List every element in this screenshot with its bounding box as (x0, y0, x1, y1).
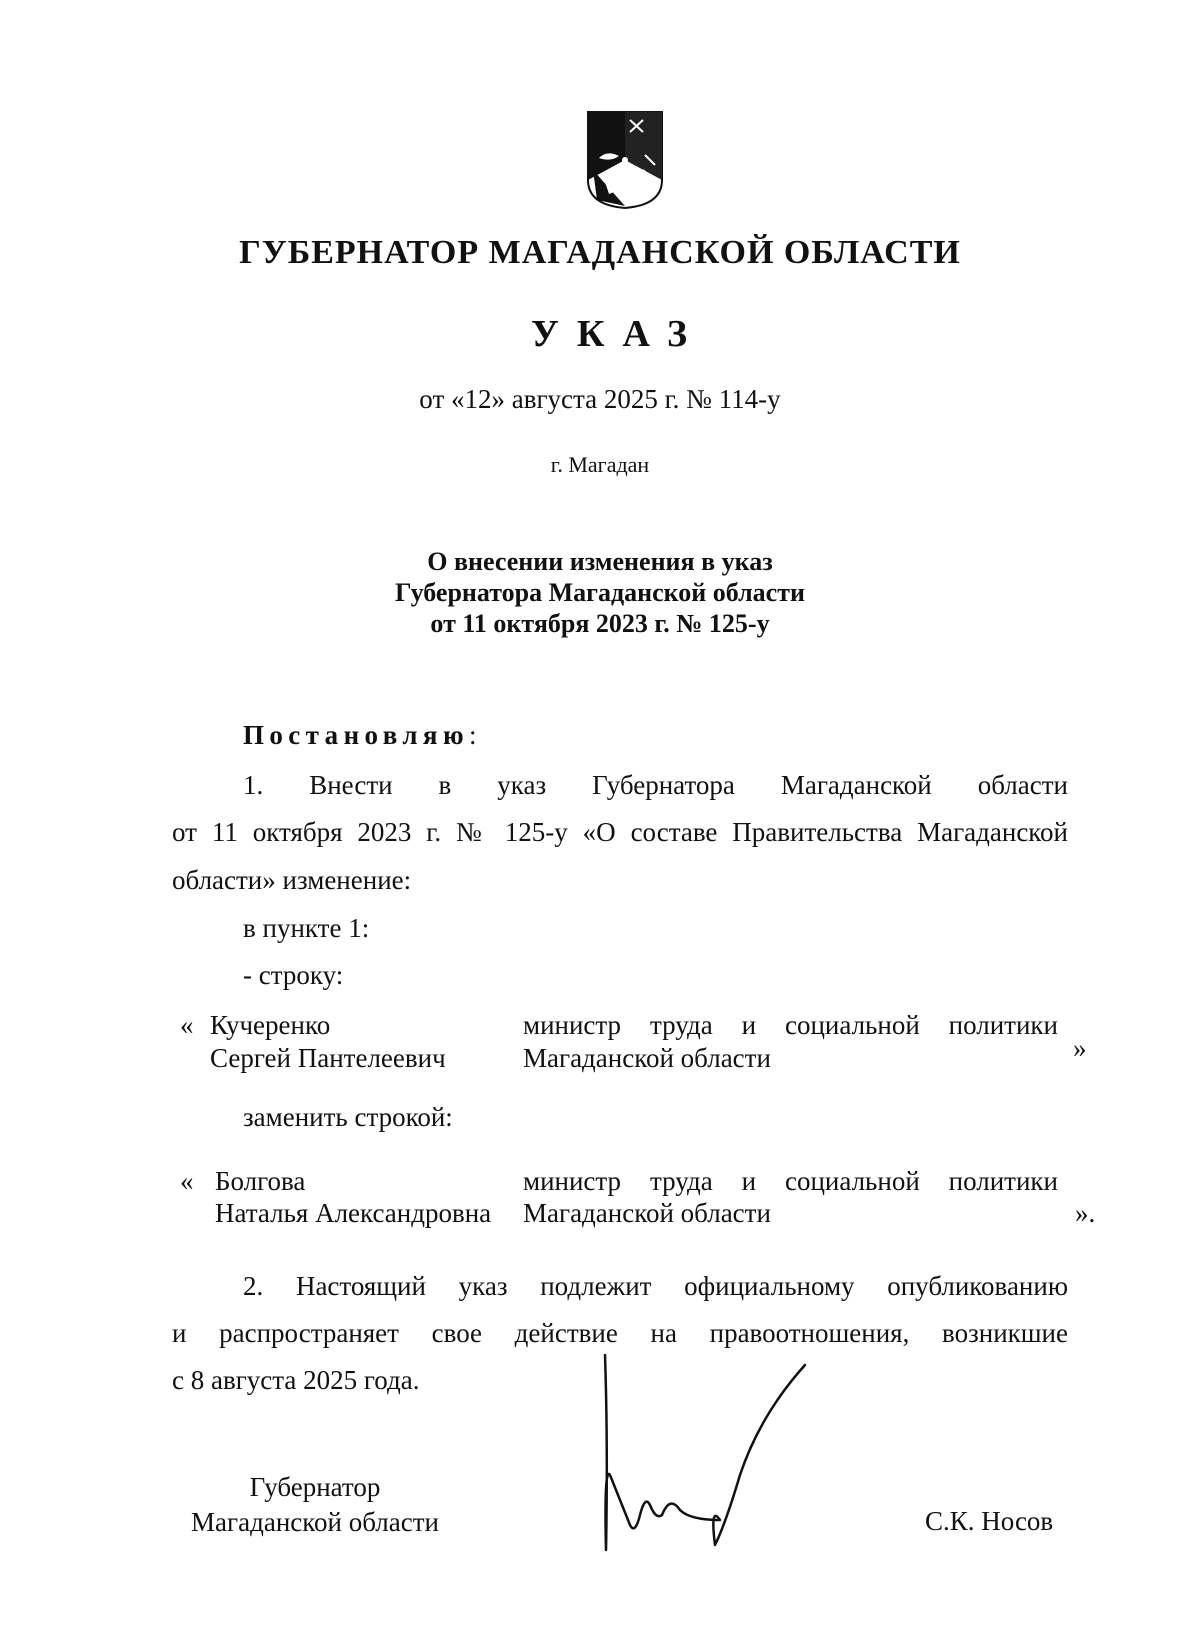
item-2-line-3: с 8 августа 2025 года. (172, 1365, 420, 1395)
new-row-name-line-1: Болгова (215, 1166, 306, 1196)
new-row-open-quote: « (180, 1166, 194, 1196)
old-row-close-quote: » (1073, 1033, 1087, 1063)
old-row-position-line-1: министр труда и социальной политики (523, 1010, 1058, 1040)
signer-title (180, 1470, 450, 1540)
document-city: г. Магадан (550, 452, 650, 477)
replace-with-label: заменить строкой: (243, 1102, 453, 1132)
signer-name: С.К. Носов (925, 1506, 1054, 1536)
signer-title-line-1: Губернатор (249, 1472, 381, 1502)
signer-title-line-2: Магаданской области (191, 1507, 439, 1537)
document-date-number: от «12» августа 2025 г. № 114-у (419, 384, 781, 414)
handwritten-signature-icon (590, 1325, 840, 1575)
new-row-position-line-2: Магаданской области (523, 1198, 771, 1228)
item-1-line-1: 1. Внести в указ Губернатора Магаданской области (243, 770, 1068, 800)
new-row-position-line-1: министр труда и социальной политики (523, 1166, 1058, 1196)
new-row-close-quote: ». (1075, 1198, 1096, 1228)
item-2-line-2: и распространяет свое действие на правоотношения, возникшие (172, 1318, 1068, 1348)
decree-colon: : (468, 720, 477, 750)
document-type-title: УКАЗ (531, 313, 705, 355)
row-label: - строку: (243, 960, 344, 990)
item-1-line-2: от 11 октября 2023 г. № 125-у «О составе Правительства Магаданской (172, 817, 1068, 847)
decree-word-text: Постановляю (243, 720, 469, 750)
in-point-label: в пункте 1: (243, 913, 370, 943)
coat-of-arms-icon (585, 110, 665, 210)
org-title: ГУБЕРНАТОР МАГАДАНСКОЙ ОБЛАСТИ (239, 234, 961, 271)
subject-line-1: О внесении изменения в указ (427, 547, 773, 576)
item-2-line-1: 2. Настоящий указ подлежит официальному опубликованию (243, 1271, 1068, 1301)
subject-line-3: от 11 октября 2023 г. № 125-у (430, 609, 770, 638)
subject-line-2: Губернатора Магаданской области (395, 578, 805, 607)
old-row-name-line-1: Кучеренко (210, 1010, 331, 1040)
document-subject (0, 546, 1200, 639)
old-row-position-line-2: Магаданской области (523, 1043, 771, 1073)
new-row-name-line-2: Наталья Александровна (215, 1198, 492, 1228)
decree-word (243, 720, 477, 751)
old-row-name-line-2: Сергей Пантелеевич (210, 1043, 446, 1073)
item-1-line-3: области» изменение: (172, 865, 412, 895)
old-row-open-quote: « (180, 1010, 194, 1040)
